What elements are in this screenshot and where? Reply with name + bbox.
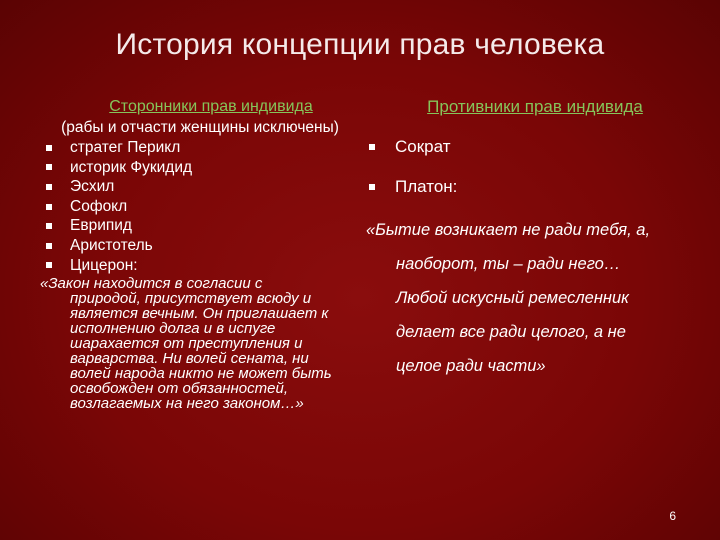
square-bullet-icon: [46, 204, 52, 210]
cicero-quote-body: природой, присутствует всюду и является вечным. Он приглашает к исполнению долга и в испуге шарахается от преступления и варварства. Ни волей сената, ни волей народа никто не может быть освобожден от обязанностей, возлагаемых на него законом…»: [70, 290, 332, 413]
list-item: [366, 177, 696, 197]
list-item-label: Эсхил: [70, 178, 115, 196]
list-item-label: Еврипид: [70, 217, 132, 235]
supporters-list: [40, 138, 360, 275]
list-item: [40, 216, 360, 236]
slide-title: История концепции прав человека: [115, 28, 605, 61]
list-item: [366, 137, 696, 157]
list-item-label: Аристотель: [70, 236, 153, 254]
square-bullet-icon: [369, 184, 375, 190]
square-bullet-icon: [46, 184, 52, 190]
plato-quote-line: наоборот, ты – ради него…: [396, 255, 621, 273]
cicero-quote: [40, 276, 360, 411]
list-item-label: историк Фукидид: [70, 158, 193, 176]
plato-quote-line: делает все ради целого, а не: [396, 323, 626, 341]
opponents-heading: Противники прав индивида: [427, 97, 643, 116]
square-bullet-icon: [46, 145, 52, 151]
square-bullet-icon: [369, 144, 375, 150]
list-item-label: стратег Перикл: [70, 139, 181, 156]
supporters-column: [40, 97, 360, 411]
list-item-label: Софокл: [70, 197, 128, 215]
list-item: [40, 197, 360, 217]
list-item: [40, 138, 360, 158]
opponents-column: [366, 97, 696, 383]
supporters-heading: Сторонники прав индивида: [109, 98, 313, 115]
list-item-label: Сократ: [395, 137, 451, 156]
supporters-subheading: (рабы и отчасти женщины исключены): [61, 119, 339, 136]
list-item: [40, 236, 360, 256]
square-bullet-icon: [46, 223, 52, 229]
list-item-label: Цицерон:: [70, 256, 138, 274]
list-item: [40, 256, 360, 276]
plato-quote-line: «Бытие возникает не ради тебя, а,: [366, 221, 651, 239]
square-bullet-icon: [46, 262, 52, 268]
square-bullet-icon: [46, 243, 52, 249]
square-bullet-icon: [46, 164, 52, 170]
cicero-quote-first-line: «Закон находится в согласии с: [40, 275, 263, 293]
plato-quote-line: Любой искусный ремесленник: [396, 289, 629, 307]
page-number: 6: [669, 509, 676, 523]
plato-quote: [366, 213, 696, 383]
plato-quote-line: целое ради части»: [396, 357, 546, 375]
list-item: [40, 158, 360, 178]
list-item-label: Платон:: [395, 177, 458, 196]
list-item: [40, 177, 360, 197]
opponents-list: [366, 137, 696, 197]
